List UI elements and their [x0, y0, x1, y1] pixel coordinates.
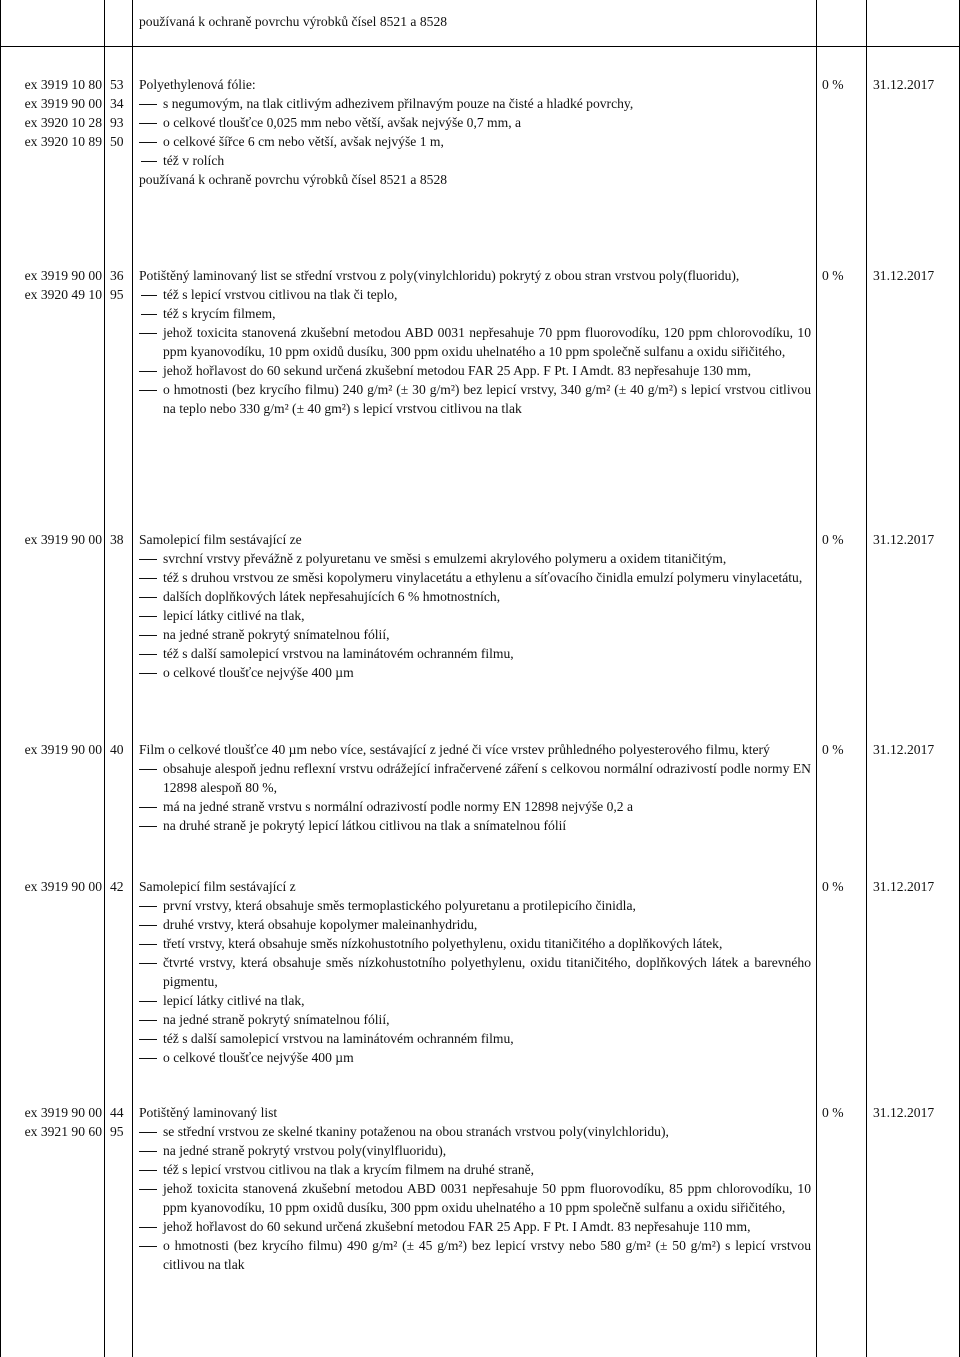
description-item	[139, 285, 811, 304]
description-item-text: o hmotnosti (bez krycího filmu) 490 g/m² (± 45 g/m²) bez lepicí vrstvy nebo 580 g/m² (± 50 g/m²) s lepicí vrstvou citlivou na tlak	[163, 1238, 811, 1272]
column-divider	[866, 0, 867, 1357]
description-item-text: na druhé straně je pokrytý lepicí látkou citlivou na tlak a snímatelnou fólií	[163, 818, 567, 833]
dash-marker	[139, 142, 157, 143]
taric-codes	[110, 530, 130, 549]
description-item-text: na jedné straně pokrytý snímatelnou fólií,	[163, 1012, 390, 1027]
validity-date: 31.12.2017	[873, 77, 935, 92]
dash-marker	[139, 1151, 157, 1152]
table-border-left	[0, 0, 1, 1357]
description-item-text: lepicí látky citlivé na tlak,	[163, 993, 305, 1008]
description-title: Polyethylenová fólie:	[139, 77, 256, 92]
dash-marker	[139, 559, 157, 560]
validity-date: 31.12.2017	[873, 1105, 935, 1120]
duty-rate: 0 %	[822, 268, 844, 283]
column-divider	[132, 0, 133, 1357]
taric-codes	[110, 75, 130, 151]
dash-marker	[139, 333, 157, 334]
taric-code: 42	[110, 879, 124, 894]
description-item-text: jehož toxicita stanovená zkušební metodou ABD 0031 nepřesahuje 50 ppm fluorovodíku, 85 ppm chlorovodíku, 10 ppm kyanovodíku, 10 ppm oxidů dusíku, 300 ppm oxidu uhelnatého a 10 ppm společně sulfanu a oxidu siřičitého,	[163, 1181, 811, 1215]
taric-code: 95	[110, 287, 124, 302]
cn-code: ex 3919 90 00	[24, 268, 102, 283]
cn-code: ex 3920 49 10	[24, 287, 102, 302]
description-item	[139, 361, 811, 380]
description-item-text: první vrstvy, která obsahuje směs termoplastického polyuretanu a protilepicího činidla,	[163, 898, 636, 913]
cn-code: ex 3919 90 00	[24, 532, 102, 547]
description-item-text: na jedné straně pokrytý snímatelnou fólií,	[163, 627, 390, 642]
description-item-text: má na jedné straně vrstvu s normální odrazivostí podle normy EN 12898 nejvýše 0,2 a	[163, 799, 634, 814]
description-item-text: jehož hořlavost do 60 sekund určená zkušební metodou FAR 25 App. F Pt. I Amdt. 83 nepřesahuje 110 mm,	[163, 1219, 751, 1234]
description-item	[139, 1236, 811, 1274]
description-item-text: též s lepicí vrstvou citlivou na tlak a krycím filmem na druhé straně,	[163, 1162, 535, 1177]
description-item-text: o celkové tloušťce nejvýše 400 µm	[163, 1050, 354, 1065]
description-item-text: třetí vrstvy, která obsahuje směs nízkohustotního polyethylenu, oxidu titaničitého a doplňkových látek,	[163, 936, 723, 951]
description-item	[139, 380, 811, 418]
taric-code: 44	[110, 1105, 124, 1120]
description-item-text: jehož toxicita stanovená zkušební metodou ABD 0031 nepřesahuje 70 ppm fluorovodíku, 120 ppm chlorovodíku, 10 ppm kyanovodíku, 10 ppm oxidů dusíku, 300 ppm oxidu uhelnatého a 10 ppm společně sulfanu a oxidu siřičitého,	[163, 325, 811, 359]
description-item	[139, 759, 811, 797]
description	[139, 75, 811, 189]
description-item-text: též v rolích	[163, 153, 225, 168]
description-item	[139, 549, 811, 568]
dash-marker	[139, 654, 157, 655]
description-item-text: dalších doplňkových látek nepřesahujících 6 % hmotnostních,	[163, 589, 501, 604]
taric-code: 93	[110, 115, 124, 130]
dash-marker	[139, 1058, 157, 1059]
dash-marker	[139, 944, 157, 945]
dash-marker	[139, 578, 157, 579]
dash-marker	[139, 1246, 157, 1247]
cn-code: ex 3919 90 00	[24, 96, 102, 111]
description-item-text: svrchní vrstvy převážně z polyuretanu ve směsi s emulzemi akrylového polymeru a oxidem titaničitým,	[163, 551, 727, 566]
description-item	[139, 934, 811, 953]
description-item-text: též s krycím filmem,	[163, 306, 276, 321]
description-item	[139, 663, 811, 682]
description-item	[139, 132, 811, 151]
description-item-text: též s druhou vrstvou ze směsi kopolymeru vinylacetátu a ethylenu a síťovacího činidla emulzí polymeru vinylacetátu,	[163, 570, 803, 585]
description-item	[139, 1048, 811, 1067]
description-item-text: se střední vrstvou ze skelné tkaniny potaženou na obou stranách vrstvou poly(vinylchloridu),	[163, 1124, 669, 1139]
duty-rate: 0 %	[822, 879, 844, 894]
dash-marker	[139, 1189, 157, 1190]
dash-marker	[139, 1170, 157, 1171]
dash-marker	[139, 1132, 157, 1133]
description-title: Samolepicí film sestávající ze	[139, 532, 302, 547]
cn-codes	[6, 740, 102, 759]
dash-marker	[139, 769, 157, 770]
description-item	[139, 896, 811, 915]
description-item-text: též s lepicí vrstvou citlivou na tlak či teplo,	[163, 287, 398, 302]
dash-marker	[139, 597, 157, 598]
description-item-text: s negumovým, na tlak citlivým adhezivem přilnavým pouze na čisté a hladké povrchy,	[163, 96, 634, 111]
description-item	[139, 1029, 811, 1048]
taric-codes	[110, 740, 130, 759]
cn-code: ex 3919 90 00	[24, 742, 102, 757]
description	[139, 1103, 811, 1274]
description	[139, 530, 811, 682]
description-item-text: o celkové tloušťce 0,025 mm nebo větší, avšak nejvýše 0,7 mm, a	[163, 115, 522, 130]
description-item-text: obsahuje alespoň jednu reflexní vrstvu odrážející infračervené záření s celkovou normální odrazivostí podle normy EN 12898 alespoň 80 %,	[163, 761, 811, 795]
dash-marker	[139, 673, 157, 674]
validity-date: 31.12.2017	[873, 268, 935, 283]
taric-code: 50	[110, 134, 124, 149]
description-item-text: též s další samolepicí vrstvou na laminátovém ochranném filmu,	[163, 1031, 514, 1046]
description-item	[139, 568, 811, 587]
duty-rate: 0 %	[822, 77, 844, 92]
taric-code: 53	[110, 77, 124, 92]
cn-codes	[6, 530, 102, 549]
dash-marker	[139, 635, 157, 636]
dash-marker	[139, 1039, 157, 1040]
description-item	[139, 644, 811, 663]
taric-codes	[110, 877, 130, 896]
duty-rate: 0 %	[822, 1105, 844, 1120]
description-item	[139, 1010, 811, 1029]
dash-marker	[139, 807, 157, 808]
description-item-text: druhé vrstvy, která obsahuje kopolymer maleinanhydridu,	[163, 917, 478, 932]
taric-code: 34	[110, 96, 124, 111]
cn-code: ex 3919 90 00	[24, 1105, 102, 1120]
dash-marker	[139, 371, 157, 372]
description-title: Film o celkové tloušťce 40 µm nebo více, sestávající z jedné či více vrstev průhledného polyesterového filmu, který	[139, 742, 770, 757]
validity-date: 31.12.2017	[873, 742, 935, 757]
dash-marker	[141, 314, 157, 315]
description-item	[139, 94, 811, 113]
cn-code: ex 3919 90 00	[24, 879, 102, 894]
dash-marker	[139, 616, 157, 617]
description-item	[139, 797, 811, 816]
dash-marker	[139, 826, 157, 827]
cn-codes	[6, 877, 102, 896]
description-item	[139, 151, 811, 170]
dash-marker	[139, 906, 157, 907]
taric-codes	[110, 1103, 130, 1141]
description-item	[139, 606, 811, 625]
taric-code: 38	[110, 532, 124, 547]
dash-marker	[139, 1020, 157, 1021]
description-item-text: čtvrté vrstvy, která obsahuje směs nízkohustotního polyethylenu, oxidu titaničitého, doplňkových látek a barevného pigmentu,	[163, 955, 811, 989]
dash-marker	[139, 123, 157, 124]
description-item	[139, 1122, 811, 1141]
description-item	[139, 1217, 811, 1236]
description-title: Potištěný laminovaný list se střední vrstvou z poly(vinylchloridu) pokrytý z obou stran vrstvou poly(fluoridu),	[139, 268, 740, 283]
description-item	[139, 113, 811, 132]
dash-marker	[139, 104, 157, 105]
cn-code: ex 3920 10 89	[24, 134, 102, 149]
taric-code: 40	[110, 742, 124, 757]
description-footer: používaná k ochraně povrchu výrobků čísel 8521 a 8528	[139, 172, 448, 187]
validity-date: 31.12.2017	[873, 879, 935, 894]
description-item	[139, 625, 811, 644]
cn-codes	[6, 266, 102, 304]
description-item-text: též s další samolepicí vrstvou na laminátovém ochranném filmu,	[163, 646, 514, 661]
dash-marker	[139, 1227, 157, 1228]
description-item-text: na jedné straně pokrytý vrstvou poly(vinylfluoridu),	[163, 1143, 447, 1158]
duty-rate: 0 %	[822, 532, 844, 547]
taric-codes	[110, 266, 130, 304]
description-item	[139, 587, 811, 606]
description-item-text: o celkové šířce 6 cm nebo větší, avšak nejvýše 1 m,	[163, 134, 444, 149]
duty-rate: 0 %	[822, 742, 844, 757]
description	[139, 266, 811, 418]
description-title: Samolepicí film sestávající z	[139, 879, 296, 894]
dash-marker	[141, 295, 157, 296]
dash-marker	[139, 963, 157, 964]
description-item-text: lepicí látky citlivé na tlak,	[163, 608, 305, 623]
description-item	[139, 304, 811, 323]
description	[139, 740, 811, 835]
description-item	[139, 991, 811, 1010]
description-item-text: o celkové tloušťce nejvýše 400 µm	[163, 665, 354, 680]
description-title: Potištěný laminovaný list	[139, 1105, 278, 1120]
validity-date: 31.12.2017	[873, 532, 935, 547]
cn-code: ex 3921 90 60	[24, 1124, 102, 1139]
description-item	[139, 915, 811, 934]
cn-codes	[6, 75, 102, 151]
description-item	[139, 816, 811, 835]
cn-code: ex 3920 10 28	[24, 115, 102, 130]
description-item	[139, 323, 811, 361]
description-item	[139, 953, 811, 991]
column-divider	[816, 0, 817, 1357]
dash-marker	[139, 1001, 157, 1002]
dash-marker	[139, 390, 157, 391]
cn-code: ex 3919 10 80	[24, 77, 102, 92]
dash-marker	[139, 925, 157, 926]
description-item	[139, 1160, 811, 1179]
taric-code: 95	[110, 1124, 124, 1139]
column-divider	[104, 0, 105, 1357]
row-divider	[0, 46, 960, 47]
description-item-text: jehož hořlavost do 60 sekund určená zkušební metodou FAR 25 App. F Pt. I Amdt. 83 nepřesahuje 130 mm,	[163, 363, 751, 378]
dash-marker	[141, 161, 157, 162]
taric-code: 36	[110, 268, 124, 283]
previous-row-fragment: používaná k ochraně povrchu výrobků čísel 8521 a 8528	[139, 14, 448, 29]
description-item-text: o hmotnosti (bez krycího filmu) 240 g/m² (± 30 g/m²) bez lepicí vrstvy, 340 g/m² (± 40 g/m²) s lepicí vrstvou citlivou na teplo nebo 330 g/m² (± 40 gm²) s lepicí vrstvou citlivou na tlak	[163, 382, 811, 416]
description	[139, 877, 811, 1067]
cn-codes	[6, 1103, 102, 1141]
description-item	[139, 1141, 811, 1160]
description-item	[139, 1179, 811, 1217]
